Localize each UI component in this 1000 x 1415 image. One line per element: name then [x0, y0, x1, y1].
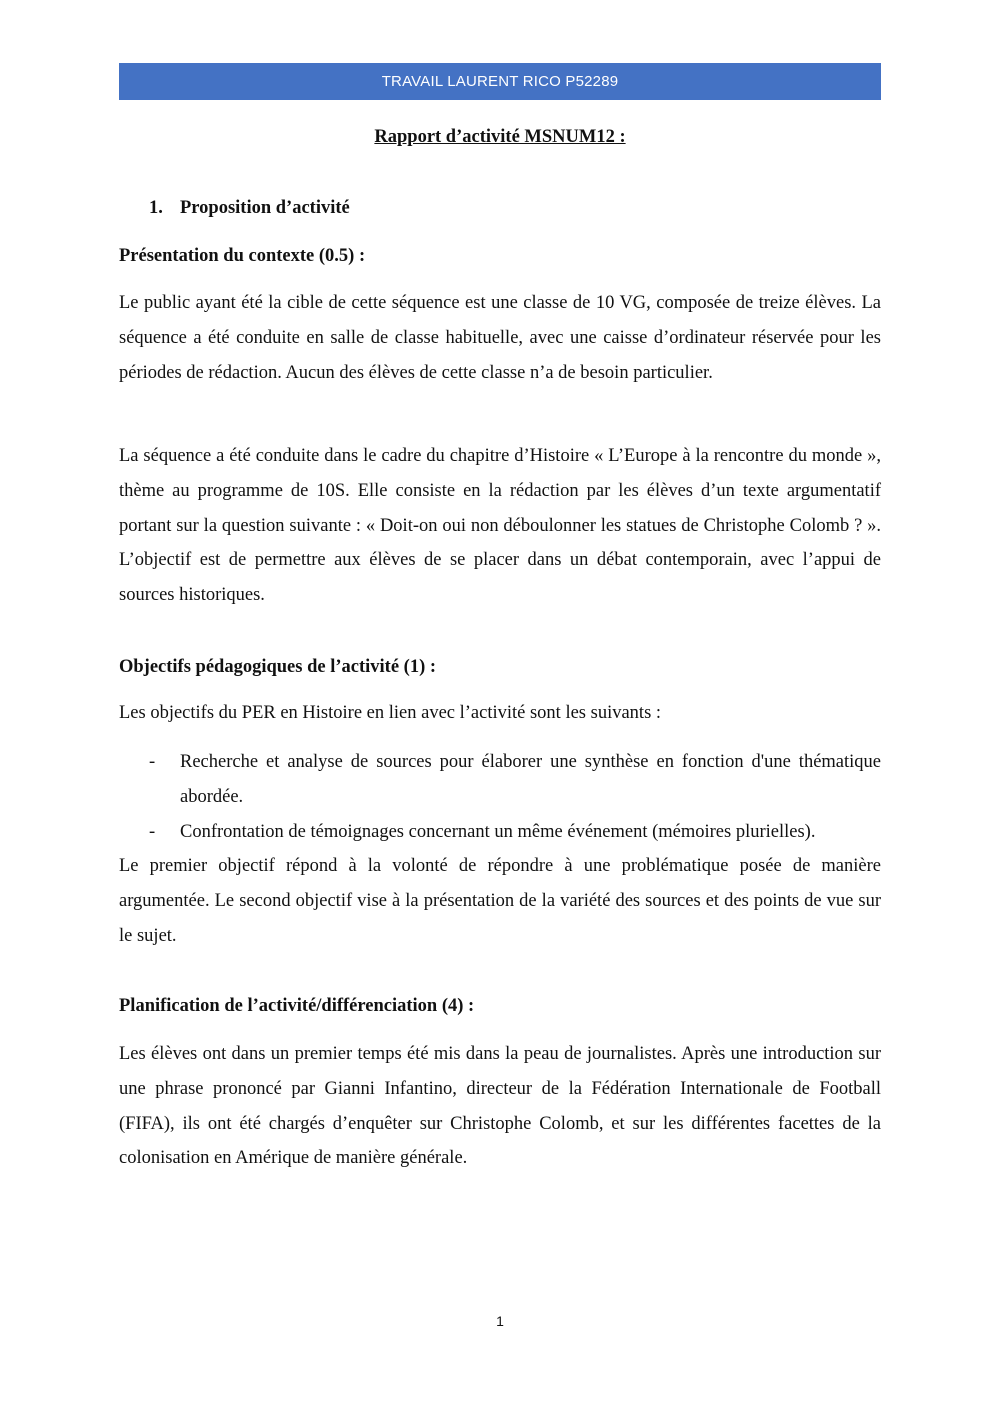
planning-paragraph: Les élèves ont dans un premier temps été mis dans la peau de journalistes. Après une introduction sur une phrase prononcé par Gianni Infantino, directeur de la Fédération Internationale de Football (FIFA), ils ont été chargés d’enquêter sur Christophe Colomb, et sur les différentes facettes de la colonisation en Amérique de manière générale.: [119, 1044, 881, 1169]
bullet-text: Recherche et analyse de sources pour élaborer une synthèse en fonction d'une thématique abordée.: [180, 752, 881, 807]
objectives-heading: Objectifs pédagogiques de l’activité (1) :: [119, 657, 437, 677]
bullet-dash: -: [149, 821, 156, 842]
document-title: Rapport d’activité MSNUM12 :: [374, 127, 626, 147]
bullet-dash: -: [149, 752, 156, 772]
objectives-list-item: [119, 745, 881, 815]
bullet-text: Confrontation de témoignages concernant un même événement (mémoires plurielles).: [180, 821, 816, 842]
planning-heading: Planification de l’activité/différenciation (4) :: [119, 996, 475, 1016]
objectives-list: [119, 745, 881, 849]
page-header-bar: TRAVAIL LAURENT RICO P52289: [119, 63, 881, 100]
context-heading: Présentation du contexte (0.5) :: [119, 246, 366, 266]
context-paragraph-2: La séquence a été conduite dans le cadre du chapitre d’Histoire « L’Europe à la rencontre du monde », thème au programme de 10S. Elle consiste en la rédaction par les élèves d’un texte argumentatif portant sur la question suivante : « Doit-on oui non déboulonner les statues de Christophe Colomb ? ». L’objectif est de permettre aux élèves de se placer dans un débat contemporain, avec l’appui de sources historiques.: [119, 446, 881, 606]
section-number: 1.: [149, 198, 163, 218]
page-number: 1: [496, 1313, 504, 1329]
context-paragraph-1: Le public ayant été la cible de cette séquence est une classe de 10 VG, composée de treize élèves. La séquence a été conduite en salle de classe habituelle, avec une caisse d’ordinateur réservée pour les périodes de rédaction. Aucun des élèves de cette classe n’a de besoin particulier.: [119, 293, 881, 383]
section-label: Proposition d’activité: [180, 198, 350, 218]
section-heading-1: [149, 196, 350, 220]
objectives-conclusion: Le premier objectif répond à la volonté de répondre à une problématique posée de manière argumentée. Le second objectif vise à la présentation de la variété des sources et des points de vue sur le sujet.: [119, 856, 881, 946]
objectives-intro: Les objectifs du PER en Histoire en lien avec l’activité sont les suivants :: [119, 703, 662, 723]
objectives-list-item: [119, 815, 881, 850]
